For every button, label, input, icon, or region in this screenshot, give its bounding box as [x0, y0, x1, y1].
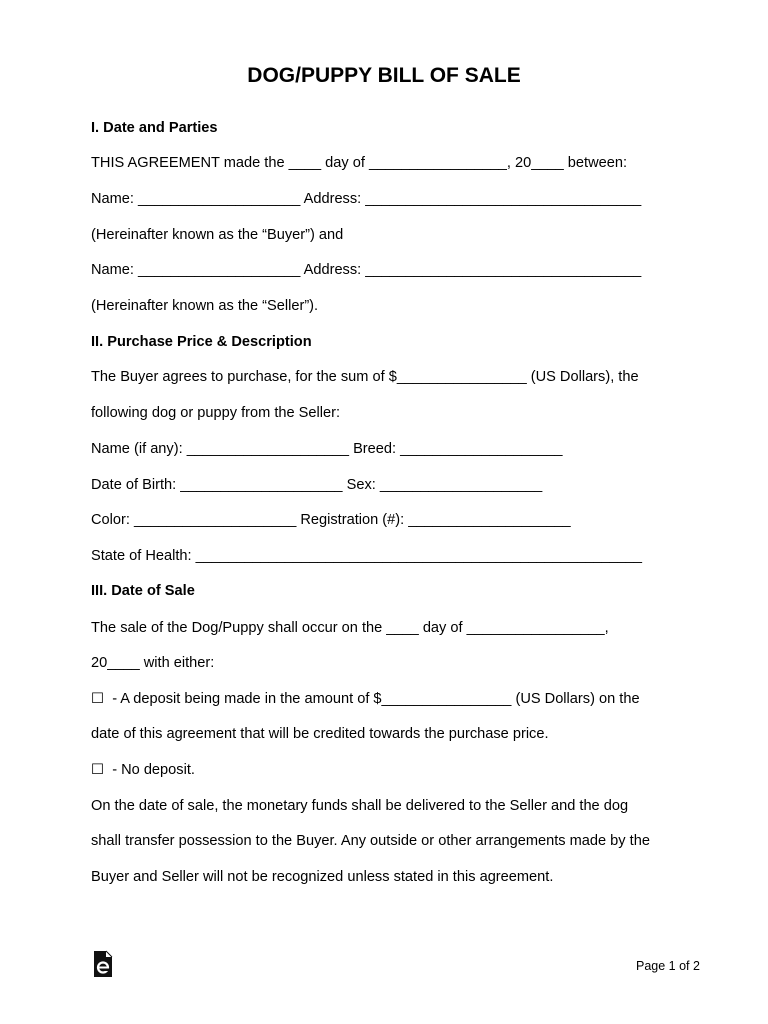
- eforms-document-icon: [93, 950, 113, 978]
- dog-name-breed-line: Name (if any): ____________________ Breed: ____________________: [91, 441, 563, 457]
- page-number: Page 1 of 2: [636, 959, 700, 973]
- no-deposit-option-line: ☐ - No deposit.: [91, 762, 195, 778]
- sale-terms-line-1: On the date of sale, the monetary funds shall be delivered to the Seller and the dog: [91, 798, 629, 814]
- dog-health-line: State of Health: _______________________________________________________: [91, 548, 643, 564]
- section-heading-date-and-parties: I. Date and Parties: [91, 120, 218, 136]
- dog-birth-sex-line: Date of Birth: ____________________ Sex: ____________________: [91, 477, 543, 493]
- purchase-price-continued-line: following dog or puppy from the Seller:: [91, 405, 341, 421]
- sale-terms-line-2: shall transfer possession to the Buyer. Any outside or other arrangements made by the: [91, 833, 650, 849]
- agreement-date-line: THIS AGREEMENT made the ____ day of _________________, 20____ between:: [91, 155, 628, 171]
- sale-date-line: The sale of the Dog/Puppy shall occur on the ____ day of _________________,: [91, 620, 609, 636]
- deposit-option-continued-line: date of this agreement that will be credited towards the purchase price.: [91, 726, 549, 742]
- sale-year-line: 20____ with either:: [91, 655, 215, 671]
- dog-color-registration-line: Color: ____________________ Registration (#): ____________________: [91, 512, 571, 528]
- seller-designation-line: (Hereinafter known as the “Seller”).: [91, 298, 319, 314]
- sale-terms-line-3: Buyer and Seller will not be recognized unless stated in this agreement.: [91, 869, 554, 885]
- buyer-designation-line: (Hereinafter known as the “Buyer”) and: [91, 227, 344, 243]
- seller-name-address-line: Name: ____________________ Address: __________________________________: [91, 262, 642, 278]
- buyer-name-address-line: Name: ____________________ Address: __________________________________: [91, 191, 642, 207]
- section-heading-date-of-sale: III. Date of Sale: [91, 583, 195, 599]
- purchase-price-line: The Buyer agrees to purchase, for the sum of $________________ (US Dollars), the: [91, 369, 639, 385]
- document-title: DOG/PUPPY BILL OF SALE: [247, 64, 521, 87]
- section-heading-purchase-price: II. Purchase Price & Description: [91, 334, 312, 350]
- deposit-option-line: ☐ - A deposit being made in the amount of $________________ (US Dollars) on the: [91, 691, 640, 707]
